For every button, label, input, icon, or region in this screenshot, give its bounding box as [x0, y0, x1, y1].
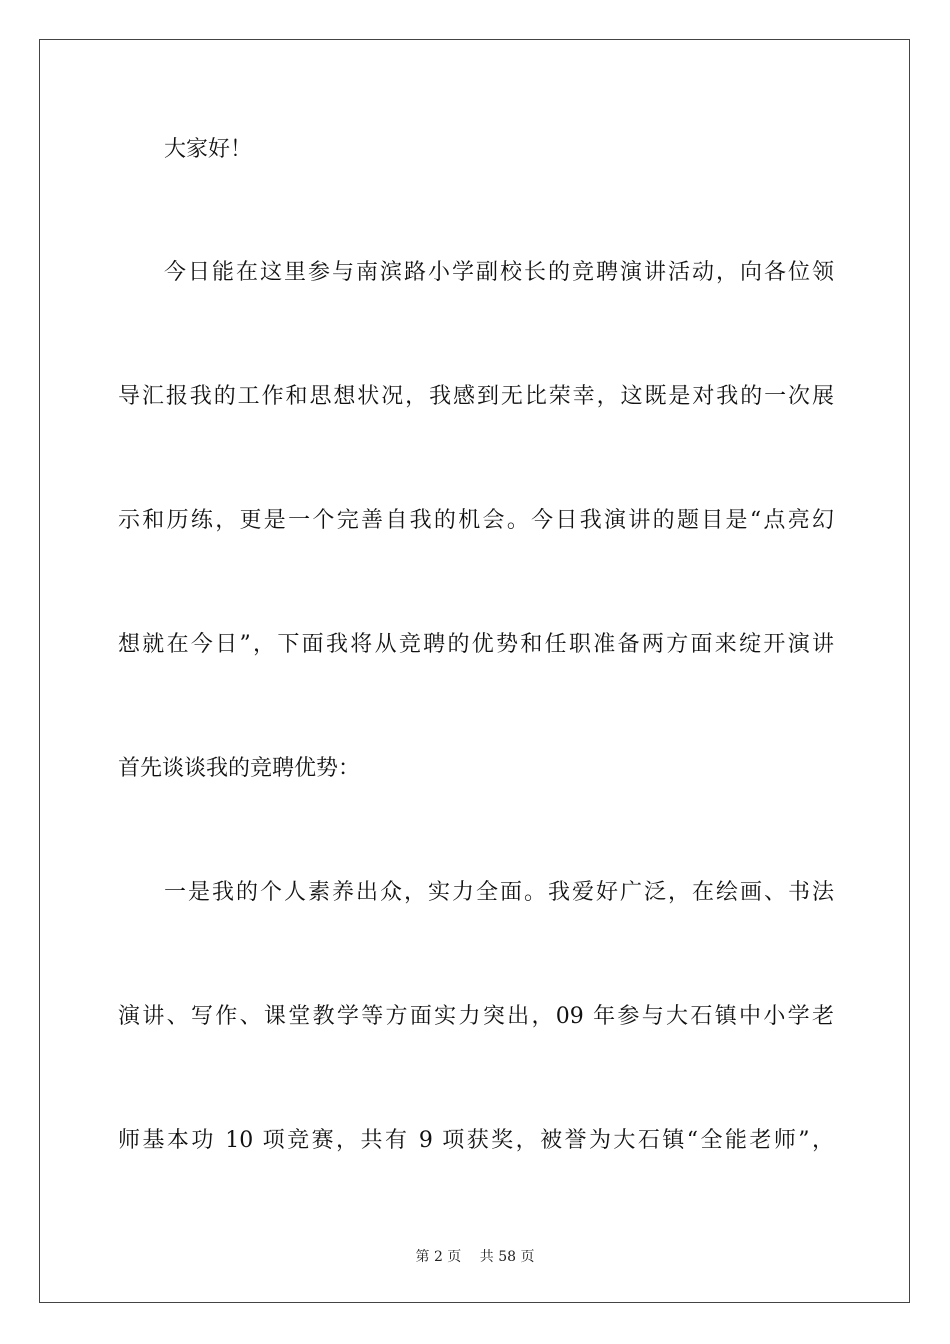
page-border	[39, 39, 910, 1303]
text-line: 想就在今日”，下面我将从竞聘的优势和任职准备两方面来绽开演讲	[118, 632, 834, 657]
text-line: 导汇报我的工作和思想状况，我感到无比荣幸，这既是对我的一次展	[118, 384, 834, 409]
text-line: 首先谈谈我的竞聘优势：	[118, 756, 361, 781]
text-line: 演讲、写作、课堂教学等方面实力突出，09 年参与大石镇中小学老	[118, 1004, 834, 1029]
page-number: 第 2 页	[415, 1249, 462, 1265]
text-line: 今日能在这里参与南滨路小学副校长的竞聘演讲活动，向各位领	[164, 260, 834, 285]
text-line: 示和历练，更是一个完善自我的机会。今日我演讲的题目是“点亮幻	[118, 508, 834, 533]
text-line-greeting: 大家好！	[164, 137, 253, 162]
page-total: 共 58 页	[479, 1249, 535, 1265]
page-footer	[0, 1248, 950, 1266]
text-line: 师基本功 10 项竞赛，共有 9 项获奖，被誉为大石镇“全能老师”，	[118, 1128, 834, 1153]
text-line: 一是我的个人素养出众，实力全面。我爱好广泛，在绘画、书法	[164, 880, 834, 905]
